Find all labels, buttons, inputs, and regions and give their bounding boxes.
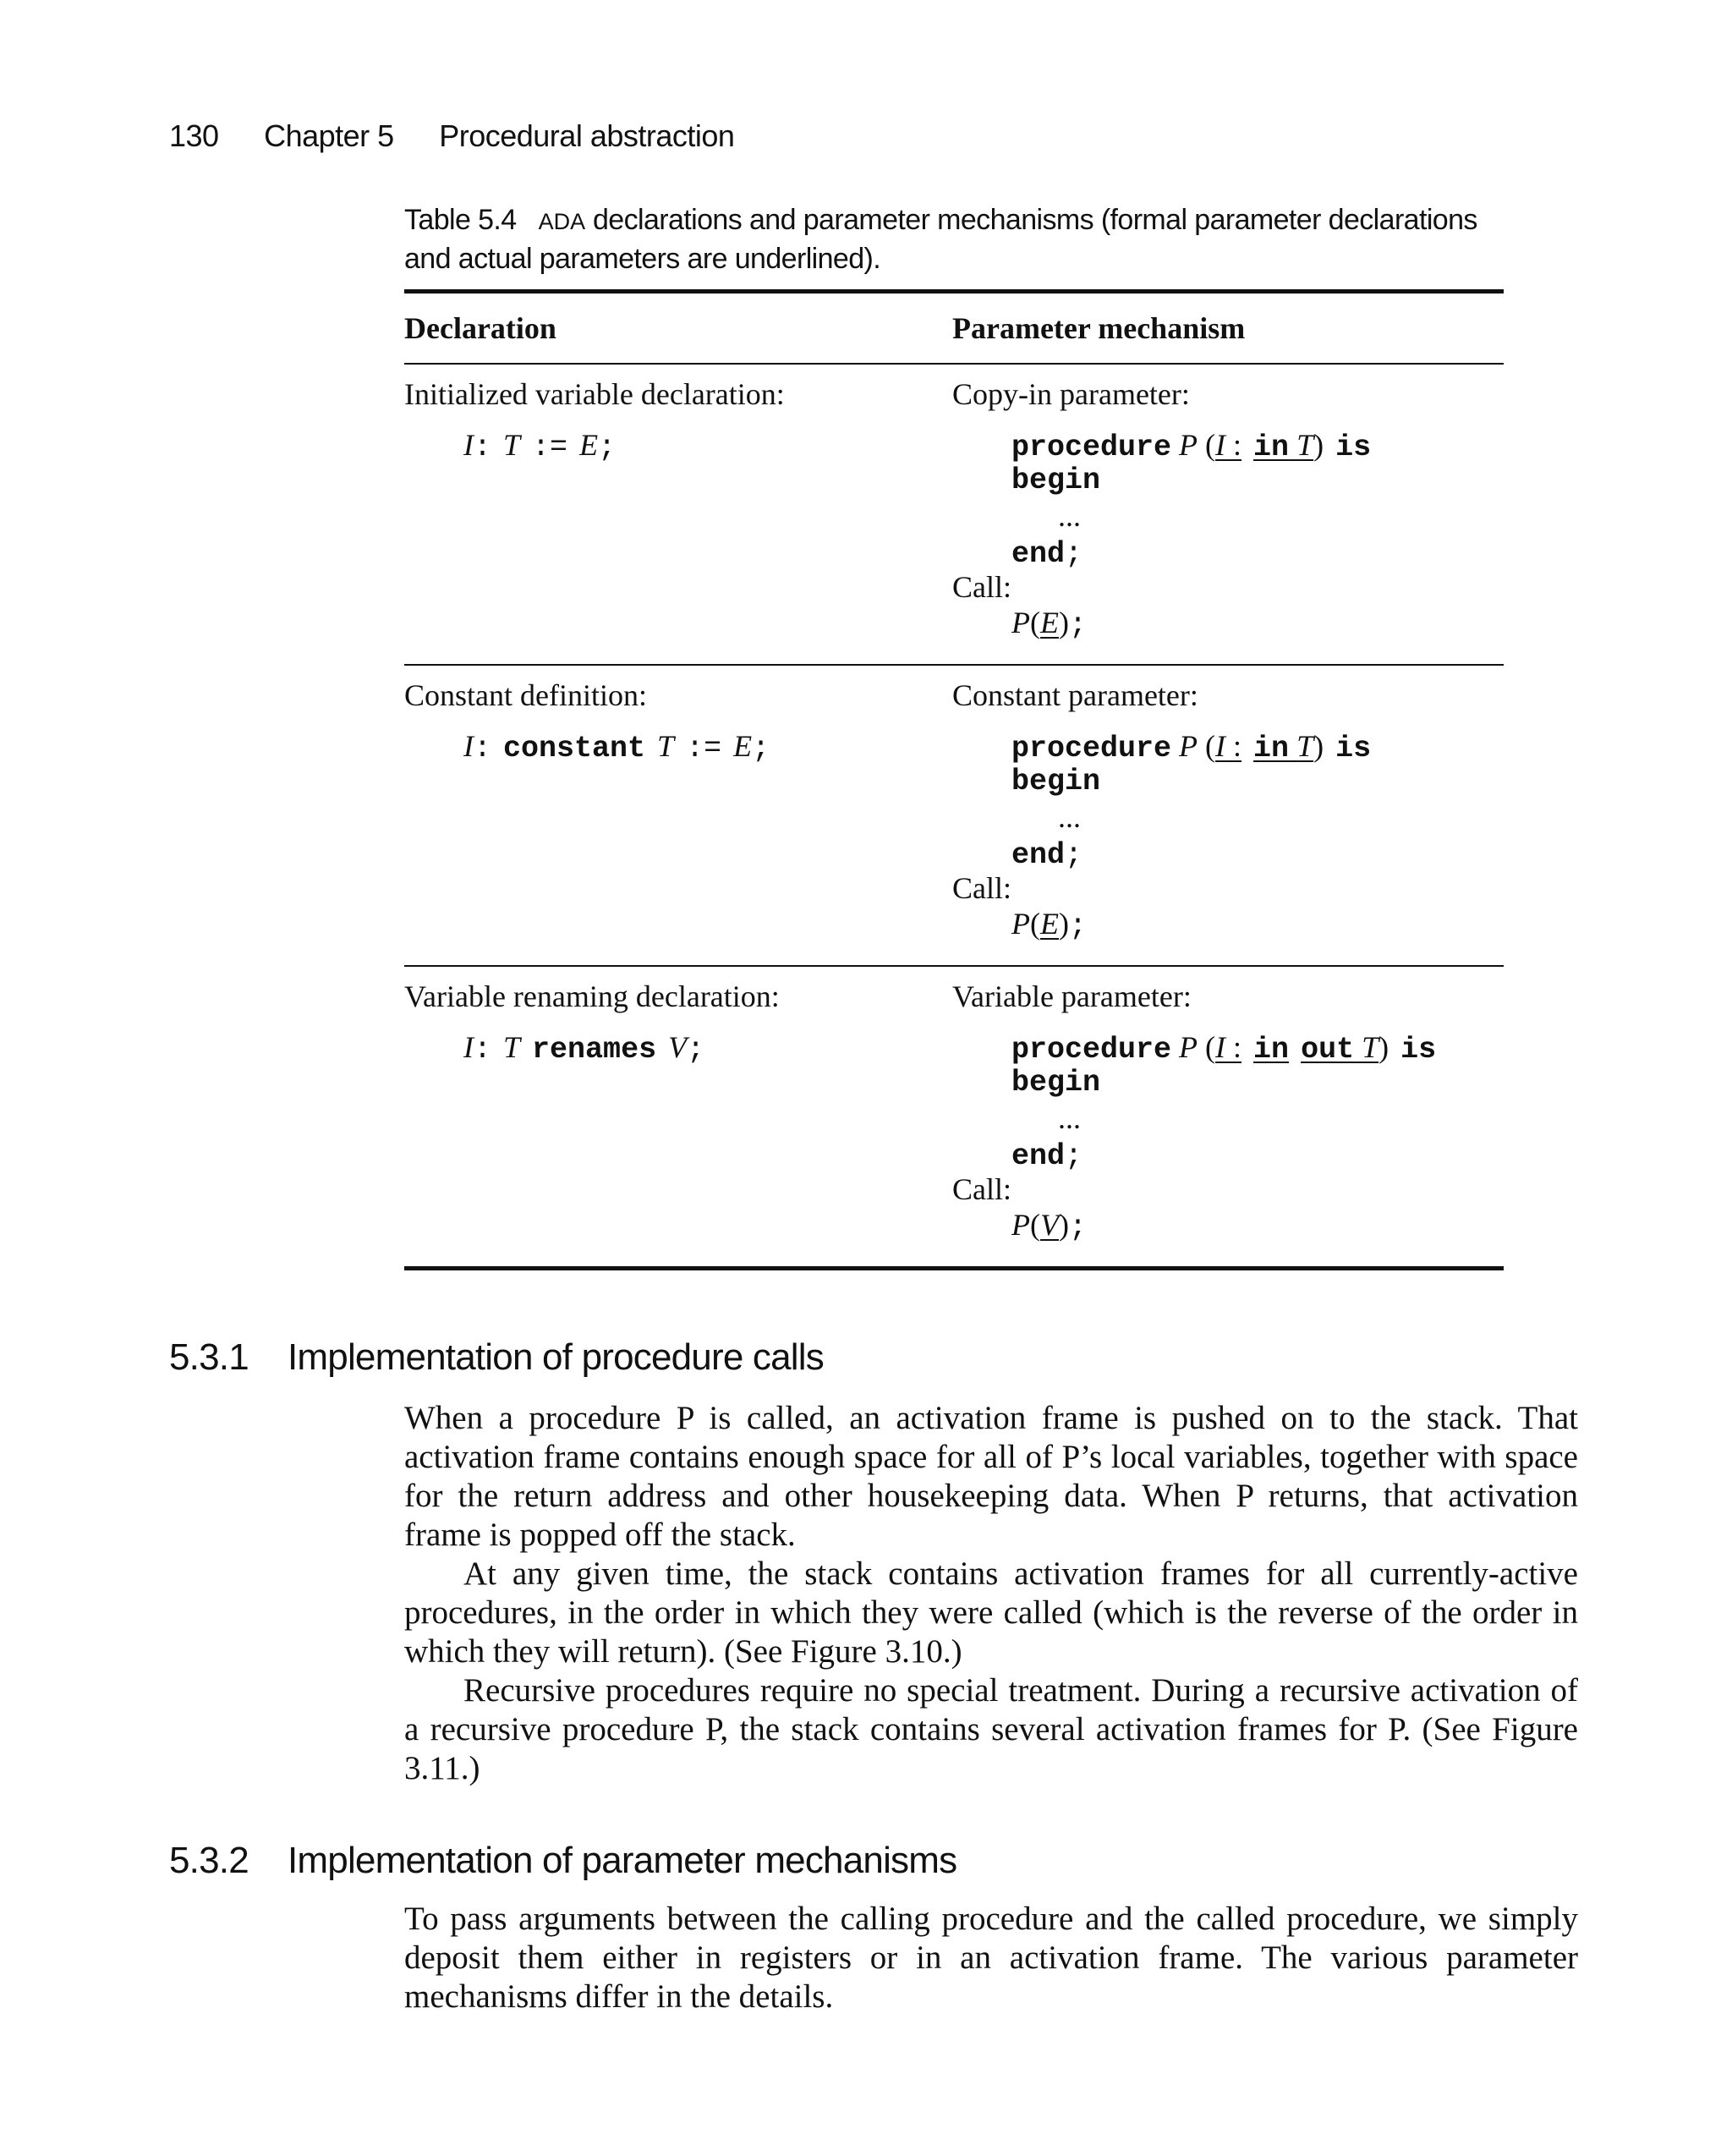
call-label: Call: bbox=[952, 570, 1011, 604]
declaration-code: I: T := E; bbox=[463, 428, 617, 464]
header-parameter-mechanism: Parameter mechanism bbox=[952, 311, 1246, 345]
caption-text: declarations and parameter mechanisms (formal parameter declarations and actual parameters are underlined). bbox=[404, 204, 1477, 275]
end-line: end; bbox=[1011, 537, 1083, 571]
section-heading-5-3-2 bbox=[169, 1840, 956, 1882]
table-caption bbox=[404, 201, 1504, 277]
mechanism-label: Constant parameter: bbox=[952, 678, 1198, 712]
declaration-label: Constant definition: bbox=[404, 678, 647, 712]
caption-label: Table 5.4 bbox=[404, 204, 517, 236]
page-number: 130 bbox=[169, 118, 219, 153]
end-line: end; bbox=[1011, 1139, 1083, 1173]
mechanism-cell bbox=[952, 365, 1371, 664]
declaration-cell bbox=[404, 967, 952, 1266]
declarations-table bbox=[404, 289, 1504, 1270]
section-title: Implementation of parameter mechanisms bbox=[288, 1840, 957, 1881]
table-row bbox=[404, 967, 1504, 1266]
declaration-code: I: T renames V; bbox=[463, 1030, 705, 1067]
begin-line: begin bbox=[1011, 765, 1101, 798]
header-declaration: Declaration bbox=[404, 311, 556, 345]
begin-line: begin bbox=[1011, 464, 1101, 497]
ellipsis-line: ... bbox=[1058, 499, 1081, 533]
procedure-header: procedure P (I : in out T) is bbox=[1011, 1030, 1437, 1067]
call-code: P(E); bbox=[1011, 907, 1088, 943]
running-head bbox=[169, 118, 734, 154]
ellipsis-line: ... bbox=[1058, 1101, 1081, 1135]
begin-line: begin bbox=[1011, 1066, 1101, 1100]
section-title: Implementation of procedure calls bbox=[288, 1336, 824, 1378]
call-label: Call: bbox=[952, 871, 1011, 905]
paragraph: At any given time, the stack contains activation frames for all currently-active procedures, in the order in which they were called (which is the reverse of the order in which they will return). (See Figure 3.10.) bbox=[404, 1555, 1578, 1670]
mechanism-cell bbox=[952, 666, 1371, 965]
procedure-header: procedure P (I : in T) is bbox=[1011, 729, 1372, 765]
section-number: 5.3.1 bbox=[169, 1336, 249, 1378]
table-bottom-rule bbox=[404, 1266, 1504, 1270]
paragraph: To pass arguments between the calling procedure and the called procedure, we simply deposit them either in registers or in an activation frame. The various parameter mechanisms differ in the details. bbox=[404, 1901, 1578, 2015]
declaration-label: Variable renaming declaration: bbox=[404, 979, 780, 1013]
table-header bbox=[404, 294, 1504, 363]
mechanism-cell bbox=[952, 967, 1436, 1266]
paragraph: When a procedure P is called, an activation frame is pushed on to the stack. That activation frame contains enough space for all of P’s local variables, together with space for the return address and other housekeeping data. When P returns, that activation frame is popped off the stack. bbox=[404, 1400, 1578, 1553]
ellipsis-line: ... bbox=[1058, 800, 1081, 834]
procedure-header: procedure P (I : in T) is bbox=[1011, 428, 1372, 464]
mechanism-label: Copy-in parameter: bbox=[952, 377, 1190, 411]
call-code: P(E); bbox=[1011, 606, 1088, 642]
declaration-cell bbox=[404, 666, 952, 965]
call-code: P(V); bbox=[1011, 1208, 1088, 1244]
call-label: Call: bbox=[952, 1172, 1011, 1206]
declaration-code: I: constant T := E; bbox=[463, 729, 770, 765]
declaration-label: Initialized variable declaration: bbox=[404, 377, 785, 411]
chapter-title: Procedural abstraction bbox=[439, 118, 735, 153]
chapter-label: Chapter 5 bbox=[264, 118, 394, 153]
caption-lang: ADA bbox=[538, 209, 586, 234]
declaration-cell bbox=[404, 365, 952, 664]
section-heading-5-3-1 bbox=[169, 1336, 824, 1379]
section-number: 5.3.2 bbox=[169, 1840, 249, 1881]
table-row bbox=[404, 666, 1504, 965]
paragraph: Recursive procedures require no special treatment. During a recursive activation of a recursive procedure P, the stack contains several activation frames for P. (See Figure 3.11.) bbox=[404, 1672, 1578, 1786]
end-line: end; bbox=[1011, 838, 1083, 872]
mechanism-label: Variable parameter: bbox=[952, 979, 1192, 1013]
table-row bbox=[404, 365, 1504, 664]
